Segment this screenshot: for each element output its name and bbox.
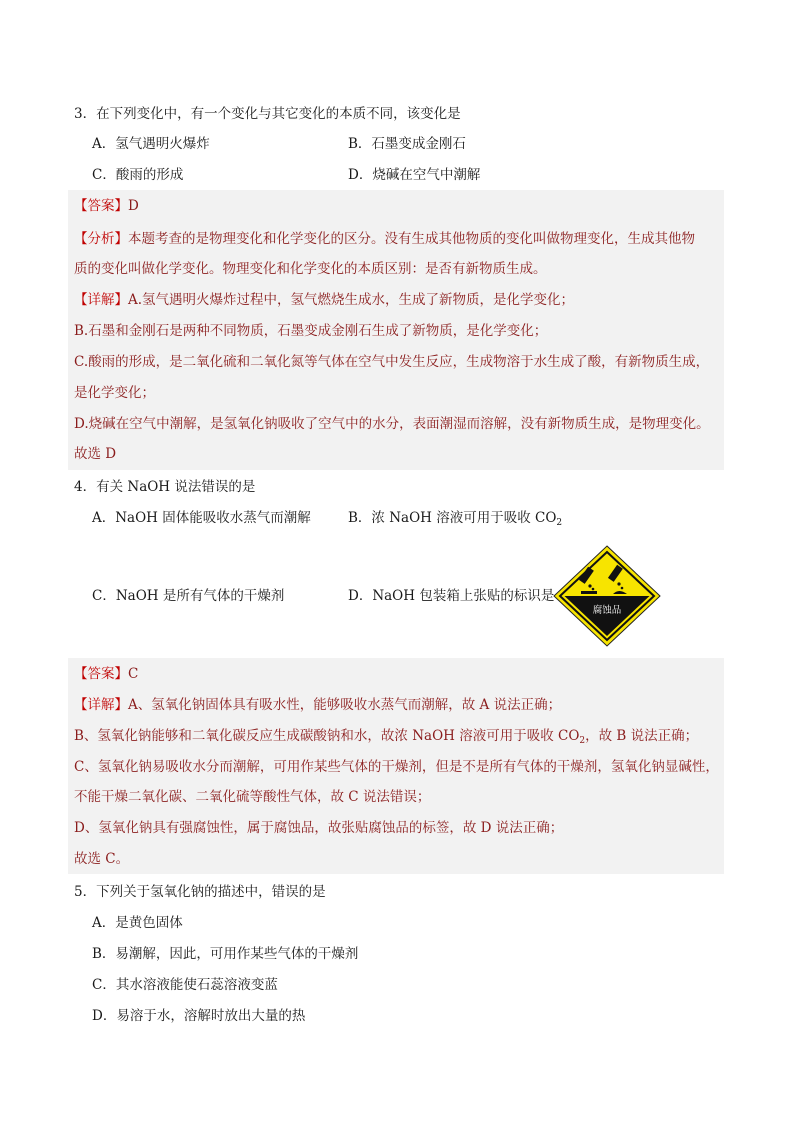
- q5-option-d: D．易溶于水，溶解时放出大量的热: [92, 1008, 306, 1024]
- detail-tag: 【详解】: [74, 697, 128, 713]
- detail-subscript: 2: [579, 736, 586, 746]
- q3-detail-line-1: [74, 290, 574, 310]
- detail-text: A、氢氧化钠固体具有吸水性，能够吸收水蒸气而潮解，故 A 说法正确；: [128, 697, 562, 713]
- q5-option-c: C．其水溶液能使石蕊溶液变蓝: [92, 977, 278, 993]
- q4-option-b: [348, 508, 562, 533]
- detail-text-b: ，故 B 说法正确；: [585, 728, 699, 744]
- q4-option-c: C．NaOH 是所有气体的干燥剂: [92, 588, 285, 604]
- q4-detail-line-2: [74, 726, 698, 751]
- detail-text-a: B、氢氧化钠能够和二氧化碳反应生成碳酸钠和水，故浓 NaOH 溶液可用于吸收 CO: [74, 728, 580, 744]
- q3-answer: [74, 196, 139, 216]
- q4-option-d: D．NaOH 包装箱上张贴的标识是: [348, 588, 555, 604]
- detail-tag: 【详解】: [74, 292, 128, 308]
- q4-detail-line-3: C、氢氧化钠易吸收水分而潮解，可用作某些气体的干燥剂，但是不是所有气体的干燥剂，氢氧化钠显碱性，: [74, 759, 719, 775]
- q3-option-c: C．酸雨的形成: [92, 167, 184, 183]
- q3-option-b: B．石墨变成金刚石: [348, 136, 466, 152]
- q5-option-b: B．易潮解，因此，可用作某些气体的干燥剂: [92, 946, 359, 962]
- q4-stem: 4．有关 NaOH 说法错误的是: [74, 479, 256, 495]
- analysis-tag: 【分析】: [74, 231, 128, 247]
- q4-option-b-subscript: 2: [556, 518, 563, 528]
- answer-tag: 【答案】: [74, 198, 128, 214]
- answer-tag: 【答案】: [74, 666, 128, 682]
- q3-detail-line-4: 是化学变化；: [74, 385, 155, 401]
- q4-detail-line-5: D、氢氧化钠具有强腐蚀性，属于腐蚀品，故张贴腐蚀品的标签，故 D 说法正确；: [74, 820, 564, 836]
- q4-detail-line-6: 故选 C。: [74, 851, 130, 867]
- q4-option-a: A．NaOH 固体能吸收水蒸气而潮解: [92, 510, 311, 526]
- q3-detail-line-3: C.酸雨的形成，是二氧化硫和二氧化氮等气体在空气中发生反应，生成物溶于水生成了酸，有新物质生成，: [74, 354, 710, 370]
- answer-value: C: [128, 666, 139, 682]
- q4-answer: [74, 664, 138, 684]
- analysis-text: 本题考查的是物理变化和化学变化的区分。没有生成其他物质的变化叫做物理变化，生成其他物: [128, 231, 695, 247]
- detail-text: A.氢气遇明火爆炸过程中，氢气燃烧生成水，生成了新物质，是化学变化；: [128, 292, 575, 308]
- q4-option-b-text: B．浓 NaOH 溶液可用于吸收 CO: [348, 510, 557, 526]
- corrosive-hazard-sign-icon: [553, 545, 661, 647]
- q4-detail-line-4: 不能干燥二氧化碳、二氧化硫等酸性气体，故 C 说法错误；: [74, 789, 431, 805]
- q3-detail-line-2: B.石墨和金刚石是两种不同物质，石墨变成金刚石生成了新物质，是化学变化；: [74, 323, 548, 339]
- q3-detail-line-5: D.烧碱在空气中潮解，是氢氧化钠吸收了空气中的水分，表面潮湿而溶解，没有新物质生成，是物理变化。: [74, 416, 710, 432]
- q5-stem: 5．下列关于氢氧化钠的描述中，错误的是: [74, 884, 326, 900]
- q3-analysis-line-2: 质的变化叫做化学变化。物理变化和化学变化的本质区别：是否有新物质生成。: [74, 261, 547, 277]
- sign-label: 腐蚀品: [592, 605, 622, 616]
- q4-detail-line-1: [74, 695, 561, 715]
- q5-option-a: A．是黄色固体: [92, 915, 183, 931]
- q3-option-d: D．烧碱在空气中潮解: [348, 167, 481, 183]
- q3-analysis-line-1: [74, 229, 695, 249]
- q3-option-a: A．氢气遇明火爆炸: [92, 136, 210, 152]
- q3-stem: 3．在下列变化中，有一个变化与其它变化的本质不同，该变化是: [74, 106, 461, 122]
- q3-detail-line-6: 故选 D: [74, 446, 117, 462]
- answer-value: D: [128, 198, 139, 214]
